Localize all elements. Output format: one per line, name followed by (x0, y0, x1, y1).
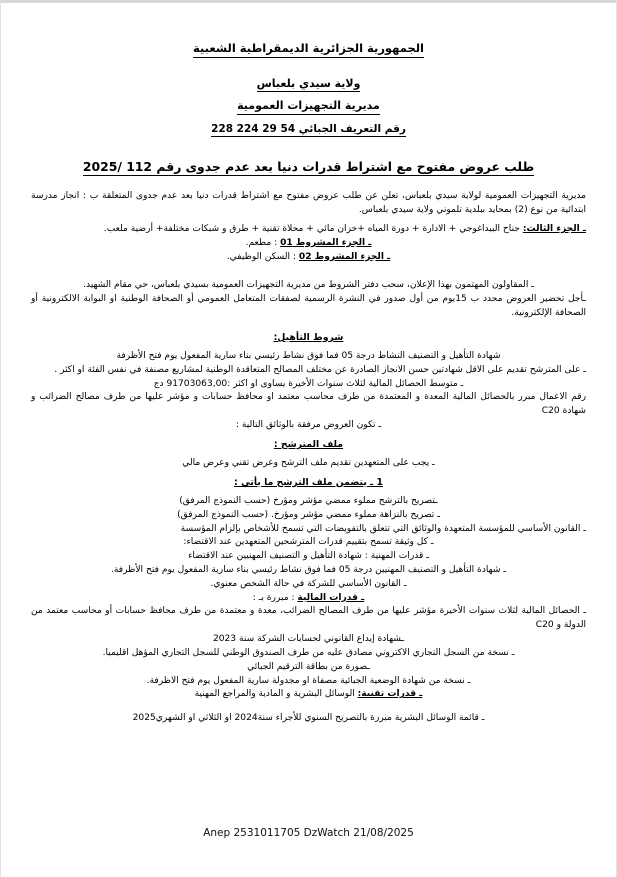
financial-item-commercial-register: ـ نسخة من السجل التجاري الاكتروني مصادق عليه من طرف الصندوق الوطني للسجل التجاري المؤهل اقليميا. (102, 647, 515, 658)
financial-item-tax-situation: ـ نسخة من شهادة الوضعية الجبائية مصفاة او مجدولة سارية المفعول يوم فتح الاظرفة. (146, 675, 471, 686)
technical-capacities-label: ـ قدرات تقنية: (357, 689, 423, 700)
candidate-file-intro: ـ يجب على المتعهدين تقديم ملف الترشح وعرض تقني وعرض مالي (182, 458, 435, 468)
document-body (31, 190, 586, 726)
candidate-file-item-statutes: ـ القانون الأساسي للمؤسسة المتعهدة والوثائق التي تتعلق بالتفويضات التي تسمح للأشخاص بإلزام المؤسسة (180, 523, 586, 534)
notice-withdraw-specs: ـ المقاولون المهتمون بهذا الإعلان، سحب دفتر الشروط من مديرية التجهيزات العمومية بسيدي بلعباس، حي مقام الشهيد. (83, 280, 534, 291)
financial-capacities-label-line (31, 592, 586, 606)
lot-conditional-two-label: ـ الجزء المشروط 02 (298, 251, 391, 262)
header-wilaya: ولاية سيدي بلعباس (257, 77, 361, 93)
qualification-item-turnover: رقم الاعمال مبرر بالحصائل المالية المعدة و المعتمدة من طرف محاسب معتمد او محافظ حسابات و مؤشر عليها من طرف مصالح الضرائب و شهادة C20 (31, 392, 586, 417)
footer-anep-line: Anep 2531011705 DzWatch 21/08/2025 (203, 827, 414, 839)
financial-item-deposit-certificate: ـشهادة إيداع القانوني لحسابات الشركة سنة 2023 (212, 634, 405, 645)
lot-three-text: جناح البيداغوجي + الادارة + دورة المياه +خزان مائي + محلاة تقنية + طرق و شبكات مختلفة+ أرضية ملعب. (103, 224, 523, 234)
qualification-item-certificate: شهادة التأهيل و التصنيف النشاط درجة 05 فما فوق نشاط رئيسي بناء سارية المفعول يوم فتح الأظرفة (116, 351, 501, 361)
candidate-file-item-evaluation: ـ كل وثيقة تسمح بتقييم قدرات المترشحين المتعهدين عند الاقتضاء: (183, 537, 434, 548)
qualification-item-documents: ـ تكون العروض مرفقة بالوثائق التالية : (235, 420, 382, 431)
candidate-file-item-professional-capacity: ـ قدرات المهنية : شهادة التأهيل و التصنيف المهنيين عند الاقتضاء (188, 551, 429, 562)
document-header (31, 37, 586, 137)
lot-conditional-two-text: : السكن الوظيفي. (226, 251, 299, 262)
financial-item-balances: ـ الحصائل المالية لثلاث سنوات الأخيرة مؤشر عليها من طرف المصالح الضرائب، معدة و معتمدة من طرف محافظ حسابات أو محاسب معتمد من الدولة و C20 (31, 606, 586, 631)
intro-paragraph: مديرية التجهيزات العمومية لولاية سيدي بلعباس، تعلن عن طلب عروض مفتوح مع اشتراط قدرات دنيا بعد عدم جدوى المتعلقة ب : انجاز مدرسة ابتدائية من نوع (2) بمحايد ببلدية تلموني ولاية سيدي بلعباس. (31, 191, 586, 216)
technical-item-human-resources: ـ قائمة الوسائل البشرية مبررة بالتصريح السنوي للأجراء سنة2024 او الثلاثي او الشهري2025 (132, 713, 485, 724)
lot-conditional-one-text: : مطعم. (245, 237, 281, 248)
header-directorate: مديرية التجهيزات العمومية (237, 99, 380, 115)
qualification-item-references: ـ على المترشح تقديم على الاقل شهادتين حسن الانجاز الصادرة عن مختلف المصالح المتعاقدة الوطنية لمشاريع مصنفة في نفس الفئة او اكثر . (54, 364, 586, 375)
lot-conditional-two (31, 251, 586, 265)
financial-capacities-suffix: : مبررة بـ : (252, 592, 298, 603)
header-tax-id: رقم التعريف الجبائي 54 29 224 228 (211, 122, 406, 137)
candidate-file-section-1-heading: 1 ـ يتضمن ملف الترشح ما يأتي : (234, 476, 383, 488)
qualification-item-average-balance: ـ متوسط الحصائل المالية لثلاث سنوات الأخيرة يساوى او اكثر :91703063,00 دج (153, 378, 464, 389)
lot-conditional-one-label: ـ الجزء المشروط 01 (280, 237, 372, 248)
candidate-file-item-company-statute: ـ القانون الأساسي للشركة في حالة الشخص معنوي. (210, 578, 407, 589)
notice-offer-deadline: ـأجل تحضير العروض محدد ب 15يوم من أول صدور في النشرة الرسمية لصفقات المتعامل العمومي أو الصحافة الوطنية او البوابة الالكترونية أو الصحافة الإلكترونية. (31, 294, 586, 319)
candidate-file-item-integrity: ـ تصريح بالنزاهة مملوء ممضي مؤشر ومؤرخ. (حسب النموذج المرفق) (177, 509, 440, 520)
page-title: طلب عروض مفتوح مع اشتراط قدرات دنيا بعد عدم جدوى رقم 112 /2025 (82, 159, 535, 175)
lot-three (31, 223, 586, 237)
financial-item-tax-card: ـصورة من بطاقة الترقيم الجبائي (247, 661, 370, 672)
candidate-file-item-qualification-grade: ـ شهادة التأهيل و التصنيف المهنيين درجة 05 فما فوق نشاط رئيسي بناء سارية المفعول يوم فتح الأظرفة. (111, 565, 506, 575)
financial-capacities-label: ـ قدرات المالية (297, 592, 365, 603)
title-block (31, 156, 586, 176)
qualification-heading: شروط التأهيل: (273, 331, 344, 343)
technical-capacities-line (31, 688, 586, 702)
candidate-file-heading: ملف المترشح : (273, 438, 344, 450)
candidate-file-item-declaration: ـتصريح بالترشح مملوء ممضي مؤشر ومؤرخ (حسب النموذج المرفق) (179, 495, 438, 506)
header-republic: الجمهورية الجزائرية الديمقراطية الشعبية (193, 41, 424, 58)
lot-three-label: ـ الجزء الثالث: (522, 224, 586, 234)
technical-capacities-text: الوسائل البشرية و المادية والمراجع المهنية (194, 689, 358, 700)
lot-conditional-one (31, 237, 586, 251)
